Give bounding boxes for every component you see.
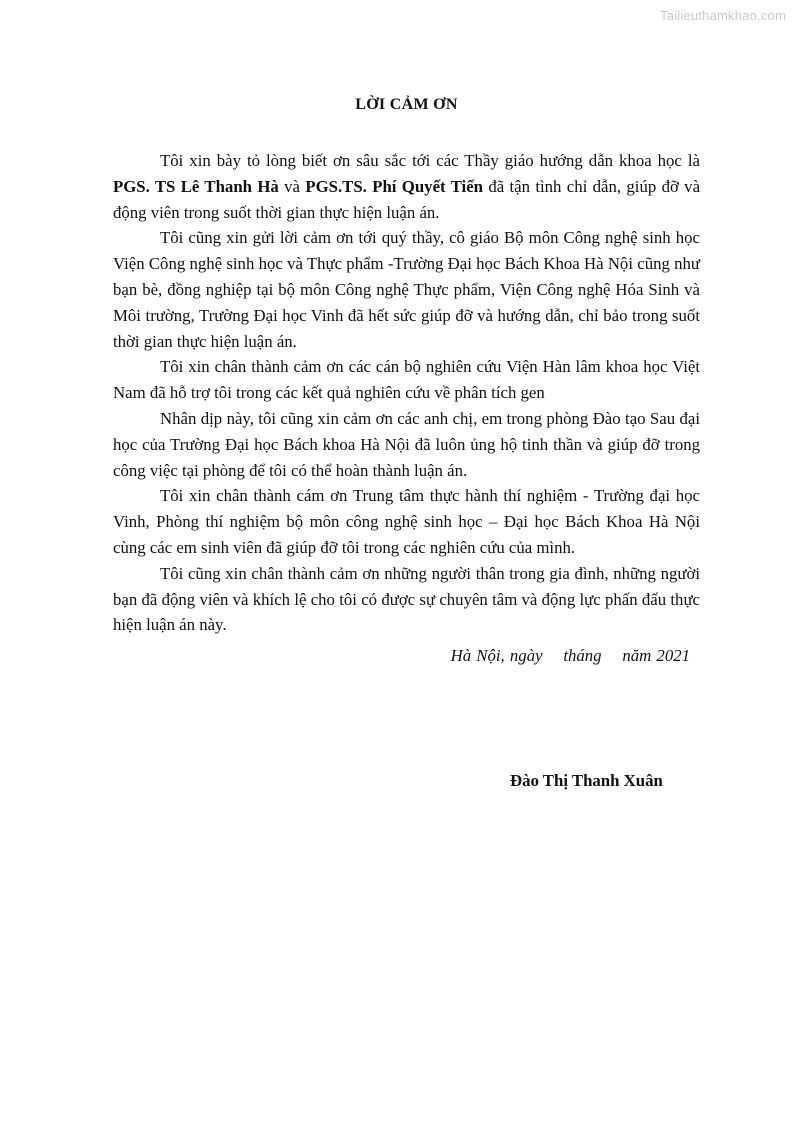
paragraph-text: Tôi xin bày tỏ lòng biết ơn sâu sắc tới các Thầy giáo hướng dẫn khoa học là bbox=[160, 151, 700, 170]
author-signature-name: Đào Thị Thanh Xuân bbox=[510, 771, 663, 790]
document-page bbox=[113, 96, 701, 790]
paragraph-academy: Tôi xin chân thành cảm ơn các cán bộ nghiên cứu Viện Hàn lâm khoa học Việt Nam đã hỗ trợ tôi trong các kết quả nghiên cứu về phân tích gen bbox=[113, 357, 700, 403]
page-title: LỜI CẢM ƠN bbox=[355, 96, 458, 113]
paragraph-department: Tôi cũng xin gửi lời cảm ơn tới quý thầy, cô giáo Bộ môn Công nghệ sinh học Viện Công nghệ sinh học và Thực phẩm -Trường Đại học Bách Khoa Hà Nội cũng như bạn bè, đồng nghiệp tại bộ môn Công nghệ Thực phẩm, Viện Công nghệ Hóa Sinh và Môi trường, Trường Đại học Vinh đã hết sức giúp đỡ và hướng dẫn, chỉ bảo trong suốt thời gian thực hiện luận án. bbox=[113, 228, 700, 351]
date-line: Hà Nội, ngày tháng năm 2021 bbox=[450, 646, 690, 666]
paragraph-text: đã tận tình chỉ dẫn, giúp đỡ và động viên trong suốt thời gian thực hiện luận án. bbox=[113, 176, 701, 222]
paragraph-family: Tôi cũng xin chân thành cảm ơn những người thân trong gia đình, những người bạn đã động viên và khích lệ cho tôi có được sự chuyên tâm và động lực phấn đấu thực hiện luận án này. bbox=[113, 563, 700, 635]
paragraph-graduate-office: Nhân dịp này, tôi cũng xin cảm ơn các anh chị, em trong phòng Đào tạo Sau đại học của Trường Đại học Bách khoa Hà Nội đã luôn ủng hộ tinh thần và giúp đỡ trong công việc tại phòng để tôi có thể hoàn thành luận án. bbox=[113, 408, 700, 480]
paragraph-text: và bbox=[278, 176, 306, 196]
advisor-name-2: PGS.TS. Phí Quyết Tiến bbox=[305, 176, 483, 196]
watermark-text: Tailieuthamkhao.com bbox=[660, 8, 786, 23]
advisor-name-1: PGS. TS Lê Thanh Hà bbox=[113, 176, 279, 196]
paragraph-advisors bbox=[113, 148, 700, 225]
paragraph-lab: Tôi xin chân thành cám ơn Trung tâm thực hành thí nghiệm - Trường đại học Vinh, Phòng thí nghiệm bộ môn công nghệ sinh học – Đại học Bách Khoa Hà Nội cùng các em sinh viên đã giúp đỡ tôi trong các nghiên cứu của mình. bbox=[113, 486, 700, 557]
